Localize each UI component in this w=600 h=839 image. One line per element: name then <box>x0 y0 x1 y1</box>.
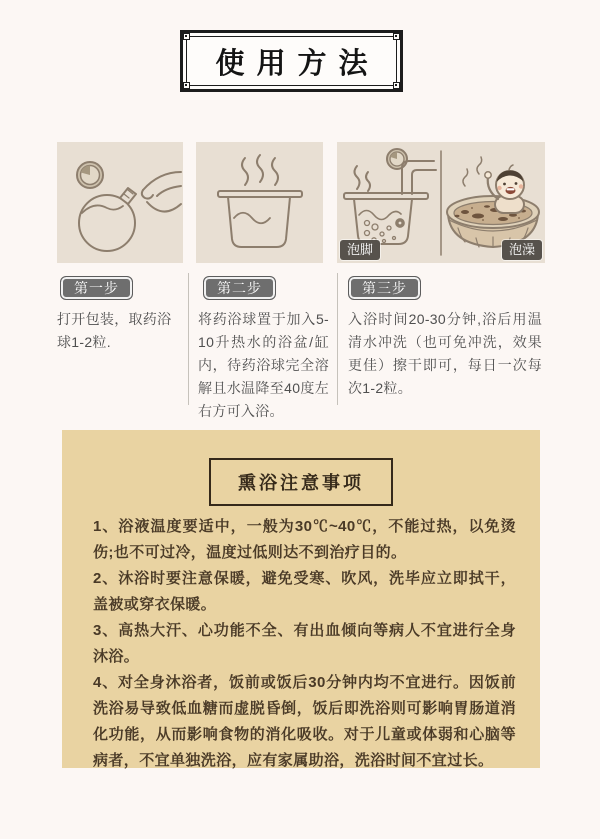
baby-bath-scene <box>447 157 539 247</box>
dissolve-bucket-illustration <box>196 142 323 263</box>
hand-icon <box>142 172 181 212</box>
notice-body <box>93 514 516 774</box>
notice-item: 1、浴液温度要适中，一般为30℃~40℃，不能过热，以免烫伤;也不可过冷，温度过低则达不到治疗目的。 <box>93 518 516 561</box>
column-divider <box>188 273 189 405</box>
open-package-illustration <box>57 142 183 263</box>
steam-curl-icon <box>463 157 482 186</box>
notice-title-box <box>209 458 393 506</box>
step2-text: 将药浴球置于加入5-10升热水的浴盆/缸内，待药浴球完全溶解且水温降至40度左右方可入浴。 <box>198 311 329 419</box>
step1-illustration-panel <box>57 142 183 263</box>
step1-badge: 第一步 <box>60 276 133 300</box>
full-bath-label: 泡澡 <box>502 240 542 260</box>
page-title: 使用方法 <box>215 47 380 80</box>
corner-ornament-icon <box>183 82 190 89</box>
steam-icon <box>355 166 371 191</box>
notice-item: 3、高热大汗、心功能不全、有出血倾向等病人不宜进行全身沐浴。 <box>93 622 516 665</box>
title-box <box>180 30 403 92</box>
notice-item: 4、对全身沐浴者，饭前或饭后30分钟内均不宜进行。因饭前洗浴易导致低血糖而虚脱昏倒，饭后即洗浴则可影响胃肠道消化功能，从而影响食物的消化吸收。对于儿童或体弱和心脑等病者，不宜单独洗浴，应有家属助浴，洗浴时间不宜过长。 <box>93 674 516 769</box>
step2-badge: 第二步 <box>203 276 276 300</box>
bubbles-icon <box>365 219 405 243</box>
herb-ball-icon <box>387 149 407 169</box>
notice-title: 熏浴注意事项 <box>238 473 364 493</box>
bucket-icon <box>218 191 302 247</box>
steam-icon <box>242 155 278 185</box>
title-inner-border <box>186 36 397 86</box>
corner-ornament-icon <box>393 33 400 40</box>
foot-bath-scene <box>344 149 436 244</box>
foot-bucket-icon <box>344 193 428 244</box>
corner-ornament-icon <box>393 82 400 89</box>
step1-text: 打开包装，取药浴球1-2粒. <box>57 311 172 350</box>
notice-box <box>62 430 540 768</box>
corner-ornament-icon <box>183 33 190 40</box>
step3-illustration-panel <box>337 142 545 263</box>
pouch-icon <box>79 188 136 251</box>
column-divider <box>337 273 338 405</box>
step3-text: 入浴时间20-30分钟,浴后用温清水冲洗（也可免冲洗，效果更佳）擦干即可，每日一次每次1-2粒。 <box>348 311 542 396</box>
step3-badge: 第三步 <box>348 276 421 300</box>
foot-bath-label: 泡脚 <box>340 240 380 260</box>
notice-item: 2、沐浴时要注意保暖，避免受寒、吹风，洗毕应立即拭干，盖被或穿衣保暖。 <box>93 570 516 613</box>
step2-illustration-panel <box>196 142 323 263</box>
legs-icon <box>402 161 436 194</box>
herb-ball-icon <box>77 162 103 188</box>
